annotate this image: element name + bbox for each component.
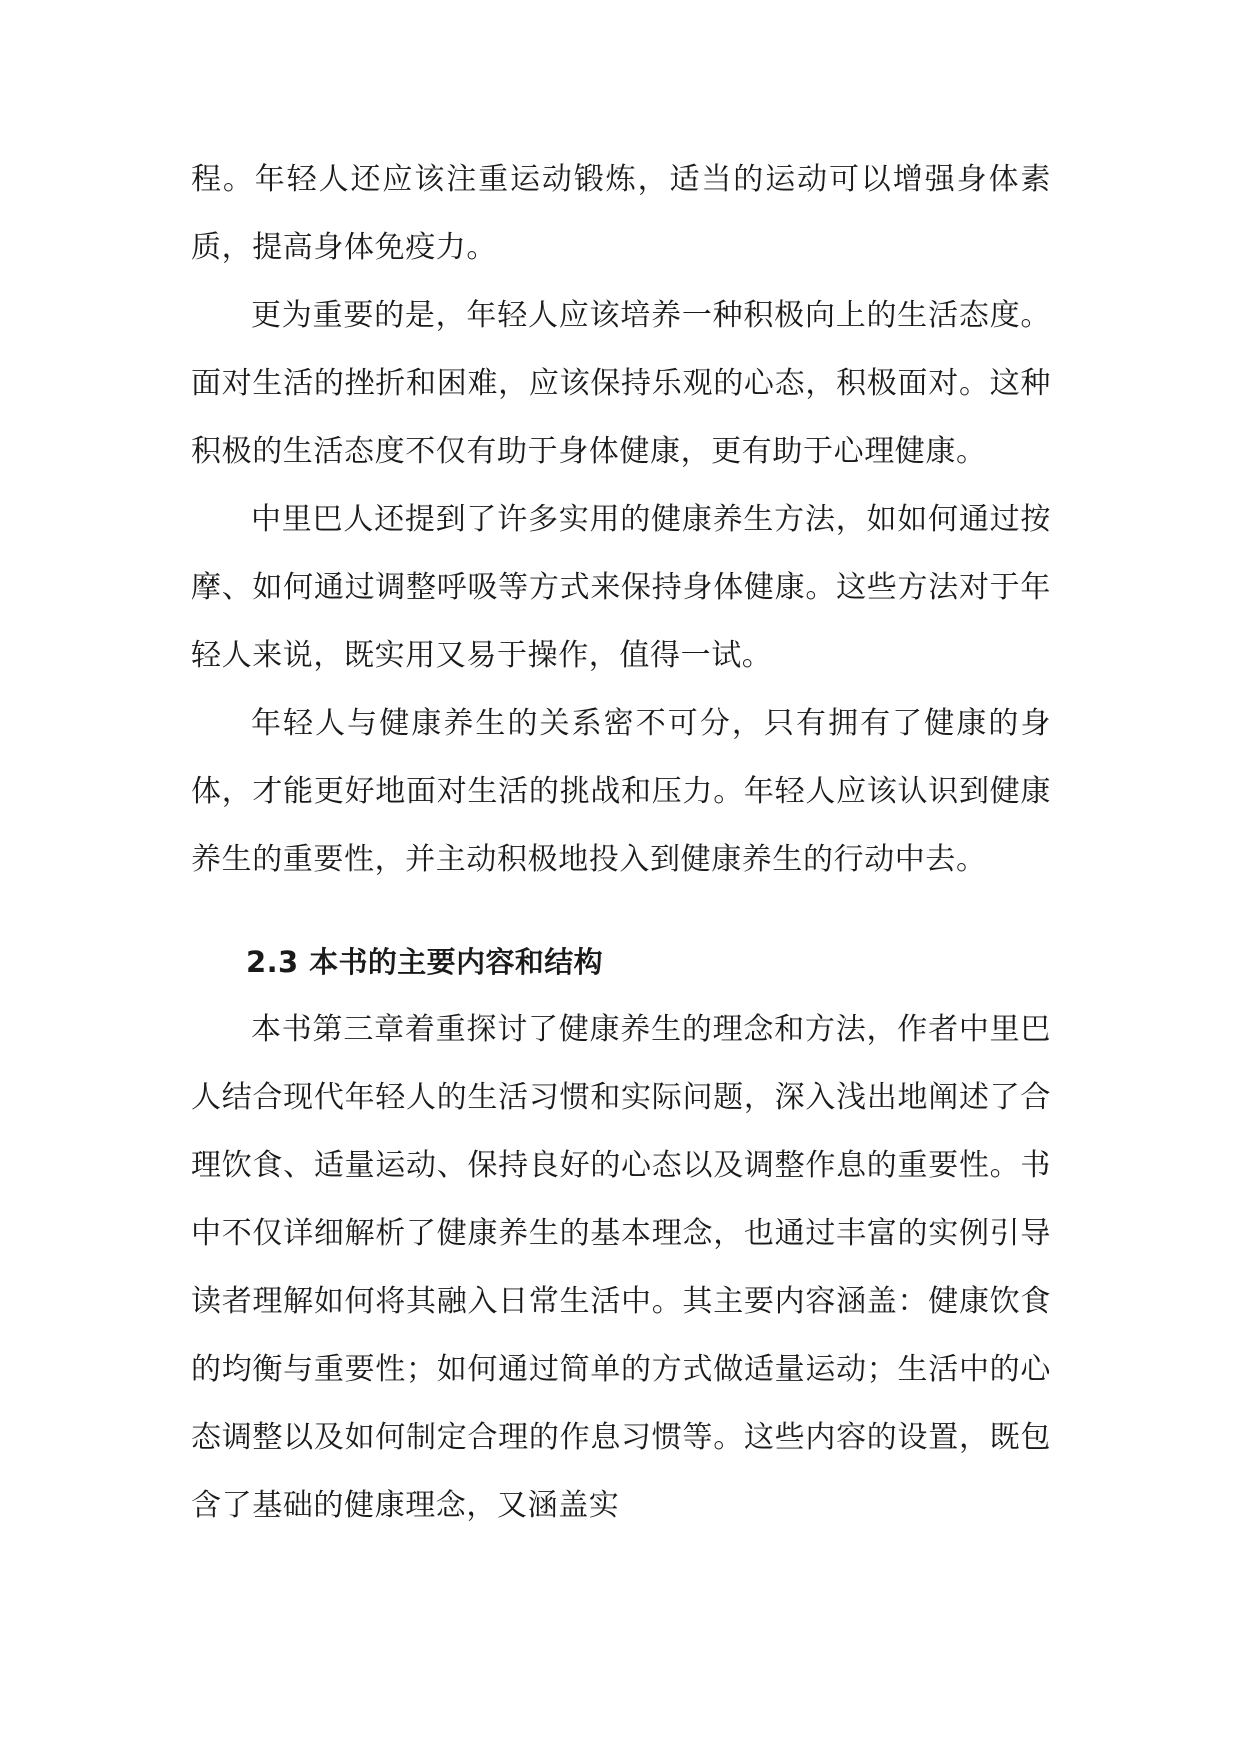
paragraph-continuation: 程。年轻人还应该注重运动锻炼，适当的运动可以增强身体素质，提高身体免疫力。 [191,162,1051,265]
paragraph-methods: 中里巴人还提到了许多实用的健康养生方法，如如何通过按摩、如何通过调整呼吸等方式来保持身体健康。这些方法对于年轻人来说，既实用又易于操作，值得一试。 [191,502,1051,673]
paragraph-section-body: 本书第三章着重探讨了健康养生的理念和方法，作者中里巴人结合现代年轻人的生活习惯和实际问题，深入浅出地阐述了合理饮食、适量运动、保持良好的心态以及调整作息的重要性。书中不仅详细解析了健康养生的基本理念，也通过丰富的实例引导读者理解如何将其融入日常生活中。其主要内容涵盖：健康饮食的均衡与重要性；如何通过简单的方式做适量运动；生活中的心态调整以及如何制定合理的作息习惯等。这些内容的设置，既包含了基础的健康理念，又涵盖实 [191,1012,1051,1523]
section-heading: 2.3 本书的主要内容和结构 [246,945,604,979]
page-content [191,146,1051,1540]
paragraph-relationship: 年轻人与健康养生的关系密不可分，只有拥有了健康的身体，才能更好地面对生活的挑战和压力。年轻人应该认识到健康养生的重要性，并主动积极地投入到健康养生的行动中去。 [191,706,1051,877]
paragraph-attitude: 更为重要的是，年轻人应该培养一种积极向上的生活态度。面对生活的挫折和困难，应该保持乐观的心态，积极面对。这种积极的生活态度不仅有助于身体健康，更有助于心理健康。 [191,298,1051,469]
